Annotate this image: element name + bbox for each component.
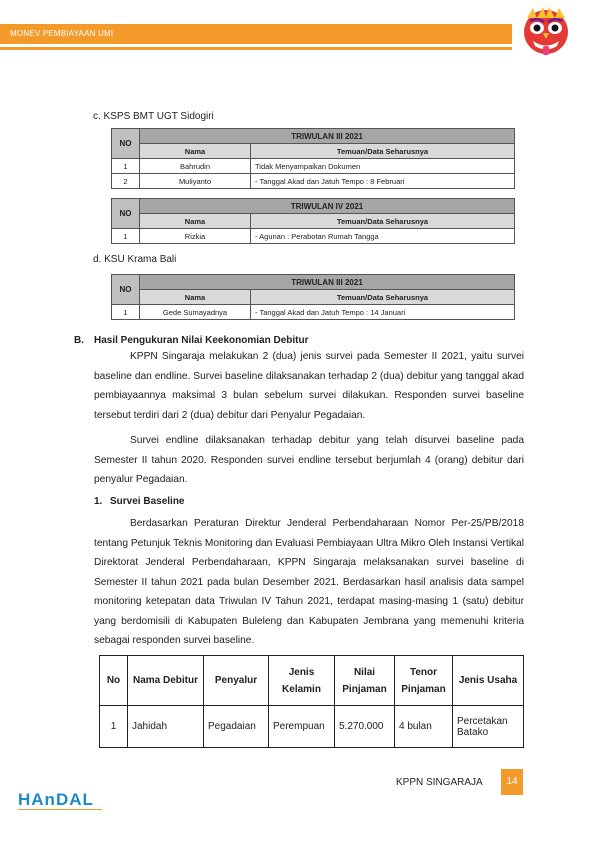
col-nama-header: Nama [140,144,251,159]
paragraph-text: KPPN Singaraja melakukan 2 (dua) jenis survei pada Semester II 2021, yaitu survei baseline dan endline. Survei baseline dilaksanakan terhadap 2 (dua) debitur yang tanggal akad pembiayaannya maksimal 3 bulan sebelum survei dilakukan. Responden survei baseline tersebut terdiri dari 2 (dua) debitur dari Penyalur Pegadaian. [94,351,524,421]
row-temuan: - Tanggal Akad dan Jatuh Tempo : 14 Januari [251,305,515,320]
header-tenor-pinjaman: Tenor Pinjaman [395,656,453,706]
quarter-header: TRIWULAN III 2021 [140,275,515,290]
header-jenis-kelamin: Jenis Kelamin [269,656,335,706]
col-temuan-header: Temuan/Data Seharusnya [251,144,515,159]
row-no: 2 [112,174,140,189]
header-title: MONEV PEMBIAYAAN UMI [10,29,114,38]
subsection-paragraph [94,514,524,651]
header-divider [0,47,512,50]
col-no-header: NO [112,129,140,159]
row-nama: Muliyanto [140,174,251,189]
row-temuan: - Tanggal Akad dan Jatuh Tempo : 8 Februari [251,174,515,189]
row-nama: Rizkia [140,229,251,244]
section-b-title: Hasil Pengukuran Nilai Keekonomian Debitur [94,335,309,346]
table-row [112,305,515,320]
paragraph-text: Survei endline dilaksanakan terhadap debitur yang telah disurvei baseline pada Semester II tahun 2020. Responden survei endline tersebut berjumlah 4 (orang) debitur dari penyalur Pegadaian. [94,435,524,485]
section-c-table-q3 [111,128,515,189]
quarter-header: TRIWULAN III 2021 [140,129,515,144]
cell-tenor: 4 bulan [395,706,453,748]
cell-jenis-kelamin: Perempuan [269,706,335,748]
section-d-label: d. KSU Krama Bali [93,254,177,265]
section-c-table-q4 [111,198,515,244]
quarter-header: TRIWULAN IV 2021 [140,199,515,214]
handal-logo [18,788,108,812]
cell-jenis-usaha: Percetakan Batako [453,706,524,748]
table-row [112,159,515,174]
page-number: 14 [501,769,523,795]
col-temuan-header: Temuan/Data Seharusnya [251,214,515,229]
section-b-letter: B. [74,335,84,346]
paragraph-text: Berdasarkan Peraturan Direktur Jenderal Perbendaharaan Nomor Per-25/PB/2018 tentang Petunjuk Teknis Monitoring dan Evaluasi Pembiayaan Ultra Mikro Oleh Instansi Vertikal Direktorat Jenderal Perbendaharaan, KPPN Singaraja melaksanakan survei baseline di Semester II tahun 2021 pada bulan Desember 2021. Berdasarkan hasil analisis data sampel monitoring ketepatan data Triwulan IV Tahun 2021, terdapat masing-masing 1 (satu) debitur yang berdomisili di Kabupaten Buleleng dan Kabupaten Jembrana yang memenuhi kriteria sebagai responden survei baseline. [94,518,524,646]
row-temuan: - Agunan : Perabotan Rumah Tangga [251,229,515,244]
section-c-label: c. KSPS BMT UGT Sidogiri [93,111,214,122]
row-nama: Gede Sumayadnya [140,305,251,320]
section-b-paragraph-2 [94,431,524,490]
col-nama-header: Nama [140,290,251,305]
col-no-header: NO [112,199,140,229]
header-jenis-usaha: Jenis Usaha [453,656,524,706]
row-no: 1 [112,305,140,320]
cell-penyalur: Pegadaian [204,706,269,748]
row-temuan: Tidak Menyampaikan Dokumen [251,159,515,174]
section-d-table [111,274,515,320]
section-b-paragraph-1 [94,347,524,425]
cell-no: 1 [100,706,128,748]
header-no: No [100,656,128,706]
subsection-title: Survei Baseline [110,496,185,507]
footer-office: KPPN SINGARAJA [396,777,483,788]
table-row [112,229,515,244]
table-row [100,706,524,748]
col-nama-header: Nama [140,214,251,229]
table-row [112,174,515,189]
logo-text: HAnDAL [18,790,94,809]
barong-mascot-icon [521,6,571,56]
cell-nama: Jahidah [128,706,204,748]
col-no-header: NO [112,275,140,305]
header-nama-debitur: Nama Debitur [128,656,204,706]
row-nama: Bahrudin [140,159,251,174]
cell-nilai-pinjaman: 5.270.000 [335,706,395,748]
subsection-number: 1. [94,496,103,507]
header-nilai-pinjaman: Nilai Pinjaman [335,656,395,706]
row-no: 1 [112,159,140,174]
debtor-table [99,655,524,748]
col-temuan-header: Temuan/Data Seharusnya [251,290,515,305]
header-penyalur: Penyalur [204,656,269,706]
row-no: 1 [112,229,140,244]
